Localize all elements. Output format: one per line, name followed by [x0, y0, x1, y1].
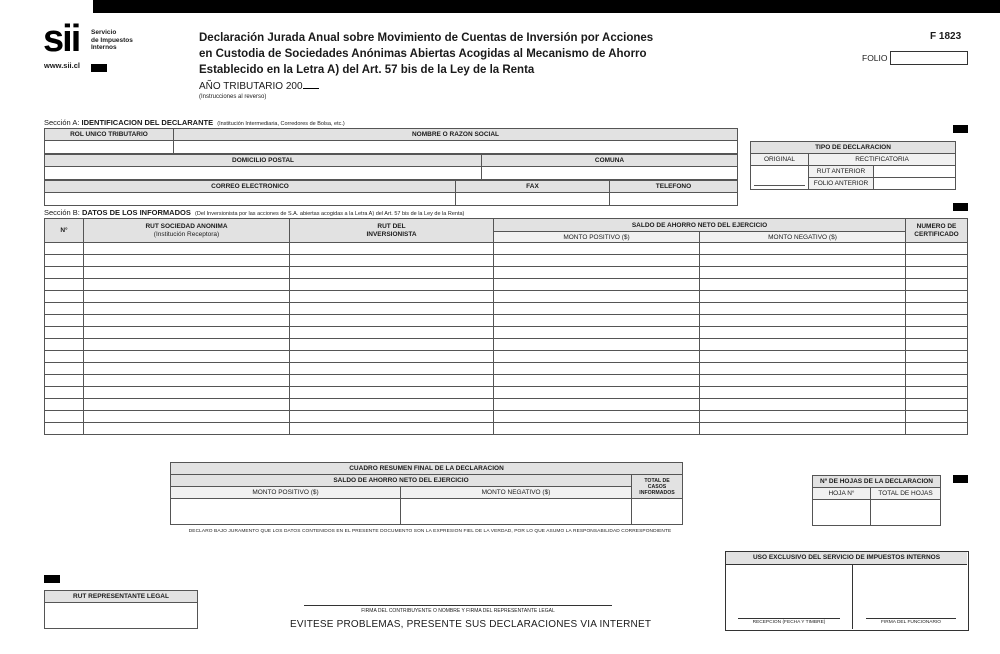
phone-header: TELEFONO	[610, 181, 738, 193]
name-header: NOMBRE O RAZON SOCIAL	[174, 129, 738, 141]
address-header: DOMICILIO POSTAL	[45, 155, 482, 167]
declaration-type-table	[750, 141, 956, 190]
table-row	[45, 267, 968, 279]
table-cell[interactable]	[84, 315, 290, 327]
table-cell[interactable]	[494, 303, 700, 315]
table-row	[45, 243, 968, 255]
declarant-table	[44, 128, 738, 154]
instructions-note: (Instrucciones al reverso)	[199, 94, 267, 100]
table-cell[interactable]	[290, 339, 494, 351]
table-row	[45, 363, 968, 375]
table-row	[45, 315, 968, 327]
folio-anterior-label: FOLIO ANTERIOR	[809, 178, 874, 190]
table-cell[interactable]	[84, 267, 290, 279]
table-cell[interactable]	[84, 411, 290, 423]
table-cell[interactable]	[906, 303, 968, 315]
table-cell[interactable]	[84, 375, 290, 387]
table-cell[interactable]	[700, 327, 906, 339]
folio-anterior-field[interactable]	[874, 178, 956, 190]
table-row	[45, 303, 968, 315]
comuna-field[interactable]	[482, 167, 738, 180]
declaration-type-title: TIPO DE DECLARACION	[751, 142, 956, 154]
table-cell[interactable]	[84, 303, 290, 315]
summary-positive-field[interactable]	[171, 499, 401, 525]
table-cell[interactable]	[906, 315, 968, 327]
table-row	[45, 411, 968, 423]
table-cell[interactable]	[494, 351, 700, 363]
table-cell[interactable]	[494, 399, 700, 411]
table-cell[interactable]	[700, 279, 906, 291]
sii-use-divider	[852, 565, 853, 629]
table-cell[interactable]	[45, 267, 84, 279]
table-cell[interactable]	[906, 243, 968, 255]
table-cell[interactable]	[84, 339, 290, 351]
email-field[interactable]	[45, 193, 456, 206]
email-header: CORREO ELECTRONICO	[45, 181, 456, 193]
form-title: Declaración Jurada Anual sobre Movimiento de Cuentas de Inversión por Acciones en Custodia de Sociedades Anónimas Abiertas Acogidas al Mecanismo de Ahorro Establecido en la Letra A) del Art. 57 bis de la Ley de la Renta	[199, 32, 654, 76]
table-row	[45, 291, 968, 303]
sheets-title: Nº DE HOJAS DE LA DECLARACION	[813, 476, 941, 488]
table-cell[interactable]	[700, 423, 906, 435]
declaration-statement: DECLARO BAJO JURAMENTO QUE LOS DATOS CONTENIDOS EN EL PRESENTE DOCUMENTO SON LA EXPRESION FIEL DE LA VERDAD, POR LO QUE ASUMO LA RESPONSABILIDAD CORRESPONDIENTE	[188, 529, 672, 534]
table-cell[interactable]	[700, 351, 906, 363]
table-cell[interactable]	[906, 279, 968, 291]
table-cell[interactable]	[700, 339, 906, 351]
signature-label: FIRMA DEL CONTRIBUYENTE O NOMBRE Y FIRMA DEL REPRESENTANTE LEGAL	[361, 608, 555, 614]
table-cell[interactable]	[84, 279, 290, 291]
address-field[interactable]	[45, 167, 482, 180]
tax-year: AÑO TRIBUTARIO 200	[199, 80, 319, 92]
rol-header: ROL UNICO TRIBUTARIO	[45, 129, 174, 141]
official-signature-label: FIRMA DEL FUNCIONARIO	[880, 620, 942, 625]
table-cell[interactable]	[700, 387, 906, 399]
sii-url: www.sii.cl	[44, 61, 80, 70]
fax-header: FAX	[456, 181, 610, 193]
address-table	[44, 154, 738, 180]
table-cell[interactable]	[290, 411, 494, 423]
table-cell[interactable]	[906, 339, 968, 351]
sheet-number-header: HOJA N°	[813, 488, 871, 500]
table-cell[interactable]	[290, 303, 494, 315]
table-cell[interactable]	[494, 243, 700, 255]
table-row	[45, 375, 968, 387]
sii-logo: sii	[43, 18, 80, 60]
table-cell[interactable]	[84, 291, 290, 303]
registration-mark	[953, 203, 968, 211]
table-cell[interactable]	[906, 375, 968, 387]
summary-negative-header: MONTO NEGATIVO ($)	[401, 487, 632, 499]
table-cell[interactable]	[45, 243, 84, 255]
table-cell[interactable]	[494, 375, 700, 387]
table-cell[interactable]	[45, 315, 84, 327]
rut-anterior-label: RUT ANTERIOR	[809, 166, 874, 178]
fax-field[interactable]	[456, 193, 610, 206]
table-cell[interactable]	[906, 411, 968, 423]
table-cell[interactable]	[290, 351, 494, 363]
table-cell[interactable]	[84, 351, 290, 363]
official-signature-line	[866, 618, 956, 619]
registration-mark	[91, 64, 107, 72]
signature-line[interactable]	[304, 605, 612, 606]
table-cell[interactable]	[494, 255, 700, 267]
tax-year-field[interactable]	[303, 80, 319, 89]
footer-message: EVITESE PROBLEMAS, PRESENTE SUS DECLARACIONES VIA INTERNET	[290, 619, 652, 630]
table-cell[interactable]	[84, 255, 290, 267]
reception-label: RECEPCION (FECHA Y TIMBRE)	[752, 620, 826, 625]
table-cell[interactable]	[906, 351, 968, 363]
table-cell[interactable]	[290, 267, 494, 279]
rol-field[interactable]	[45, 141, 174, 154]
table-cell[interactable]	[45, 351, 84, 363]
sii-use-title: USO EXCLUSIVO DEL SERVICIO DE IMPUESTOS INTERNOS	[726, 552, 967, 565]
no-header: N°	[45, 219, 84, 243]
table-cell[interactable]	[906, 363, 968, 375]
table-cell[interactable]	[45, 399, 84, 411]
table-cell[interactable]	[700, 375, 906, 387]
table-cell[interactable]	[290, 363, 494, 375]
table-cell[interactable]	[290, 423, 494, 435]
folio-label: FOLIO	[862, 53, 888, 63]
table-cell[interactable]	[906, 267, 968, 279]
table-cell[interactable]	[290, 255, 494, 267]
table-cell[interactable]	[700, 243, 906, 255]
table-cell[interactable]	[45, 255, 84, 267]
original-mark-field[interactable]	[751, 166, 809, 190]
legal-rep-table	[44, 590, 198, 629]
table-cell[interactable]	[494, 411, 700, 423]
table-cell[interactable]	[700, 399, 906, 411]
legal-rep-header: RUT REPRESENTANTE LEGAL	[45, 591, 198, 603]
table-cell[interactable]	[700, 291, 906, 303]
table-cell[interactable]	[290, 291, 494, 303]
table-cell[interactable]	[290, 243, 494, 255]
table-cell[interactable]	[84, 363, 290, 375]
table-cell[interactable]	[290, 387, 494, 399]
table-cell[interactable]	[494, 339, 700, 351]
table-cell[interactable]	[494, 363, 700, 375]
summary-negative-field[interactable]	[401, 499, 632, 525]
comuna-header: COMUNA	[482, 155, 738, 167]
table-cell[interactable]	[84, 387, 290, 399]
table-cell[interactable]	[290, 375, 494, 387]
table-cell[interactable]	[84, 327, 290, 339]
summary-positive-header: MONTO POSITIVO ($)	[171, 487, 401, 499]
table-cell[interactable]	[906, 291, 968, 303]
table-cell[interactable]	[494, 387, 700, 399]
table-cell[interactable]	[494, 315, 700, 327]
table-row	[45, 279, 968, 291]
table-cell[interactable]	[494, 267, 700, 279]
table-cell[interactable]	[700, 255, 906, 267]
total-sheets-field[interactable]	[871, 500, 941, 526]
sheets-table	[812, 475, 941, 526]
table-cell[interactable]	[45, 375, 84, 387]
folio-field[interactable]	[890, 51, 968, 65]
table-row	[45, 387, 968, 399]
summary-saldo-header: SALDO DE AHORRO NETO DEL EJERCICIO	[171, 475, 632, 487]
table-cell[interactable]	[45, 279, 84, 291]
reception-line	[738, 618, 840, 619]
table-cell[interactable]	[700, 363, 906, 375]
table-cell[interactable]	[494, 291, 700, 303]
table-cell[interactable]	[290, 279, 494, 291]
table-row	[45, 255, 968, 267]
section-a-heading: Sección A: IDENTIFICACION DEL DECLARANTE (Institución Intermediaria, Corredores de Bolsa, etc.)	[44, 118, 345, 127]
table-row	[45, 399, 968, 411]
table-cell[interactable]	[45, 363, 84, 375]
negative-amount-header: MONTO NEGATIVO ($)	[700, 232, 906, 243]
table-cell[interactable]	[290, 315, 494, 327]
table-row	[45, 339, 968, 351]
sheet-number-field[interactable]	[813, 500, 871, 526]
table-cell[interactable]	[84, 243, 290, 255]
table-cell[interactable]	[45, 291, 84, 303]
registration-mark	[953, 125, 968, 133]
table-cell[interactable]	[700, 303, 906, 315]
rut-investor-header: RUT DEL INVERSIONISTA	[290, 219, 494, 243]
table-cell[interactable]	[700, 315, 906, 327]
table-cell[interactable]	[45, 387, 84, 399]
total-sheets-header: TOTAL DE HOJAS	[871, 488, 941, 500]
positive-amount-header: MONTO POSITIVO ($)	[494, 232, 700, 243]
rut-anterior-field[interactable]	[874, 166, 956, 178]
informed-table	[44, 218, 968, 435]
rut-sa-header: RUT SOCIEDAD ANONIMA (Institución Receptora)	[84, 219, 290, 243]
contact-table	[44, 180, 738, 206]
sii-logo-subtitle: Servicio de Impuestos Internos	[91, 29, 133, 51]
table-cell[interactable]	[290, 327, 494, 339]
table-cell[interactable]	[494, 327, 700, 339]
top-bar	[93, 0, 1000, 13]
table-cell[interactable]	[906, 423, 968, 435]
table-cell[interactable]	[494, 279, 700, 291]
table-cell[interactable]	[45, 411, 84, 423]
table-cell[interactable]	[494, 423, 700, 435]
original-option[interactable]: ORIGINAL	[751, 154, 809, 166]
table-cell[interactable]	[700, 411, 906, 423]
table-cell[interactable]	[906, 387, 968, 399]
table-cell[interactable]	[45, 423, 84, 435]
total-cases-field[interactable]	[632, 499, 683, 525]
table-cell[interactable]	[906, 327, 968, 339]
table-cell[interactable]	[84, 423, 290, 435]
certificate-header: NUMERO DE CERTIFICADO	[906, 219, 968, 243]
registration-mark	[953, 475, 968, 483]
table-cell[interactable]	[906, 255, 968, 267]
table-cell[interactable]	[290, 399, 494, 411]
form-number: F 1823	[930, 31, 962, 42]
name-field[interactable]	[174, 141, 738, 154]
table-cell[interactable]	[45, 303, 84, 315]
legal-rep-field[interactable]	[45, 603, 198, 629]
total-cases-header: TOTAL DE CASOS INFORMADOS	[632, 475, 683, 499]
table-row	[45, 327, 968, 339]
table-cell[interactable]	[906, 399, 968, 411]
summary-title: CUADRO RESUMEN FINAL DE LA DECLARACION	[171, 463, 683, 475]
table-cell[interactable]	[84, 399, 290, 411]
section-b-heading: Sección B: DATOS DE LOS INFORMADOS (Del Inversionista por las acciones de S.A. abiertas acogidas a la Letra A) del Art. 57 bis de la Ley de la Renta)	[44, 208, 465, 217]
registration-mark	[44, 575, 60, 583]
summary-table	[170, 462, 683, 525]
table-cell[interactable]	[45, 339, 84, 351]
phone-field[interactable]	[610, 193, 738, 206]
table-row	[45, 351, 968, 363]
rectificatoria-option[interactable]: RECTIFICATORIA	[809, 154, 956, 166]
table-cell[interactable]	[700, 267, 906, 279]
saldo-header: SALDO DE AHORRO NETO DEL EJERCICIO	[494, 219, 906, 232]
table-row	[45, 423, 968, 435]
table-cell[interactable]	[45, 327, 84, 339]
